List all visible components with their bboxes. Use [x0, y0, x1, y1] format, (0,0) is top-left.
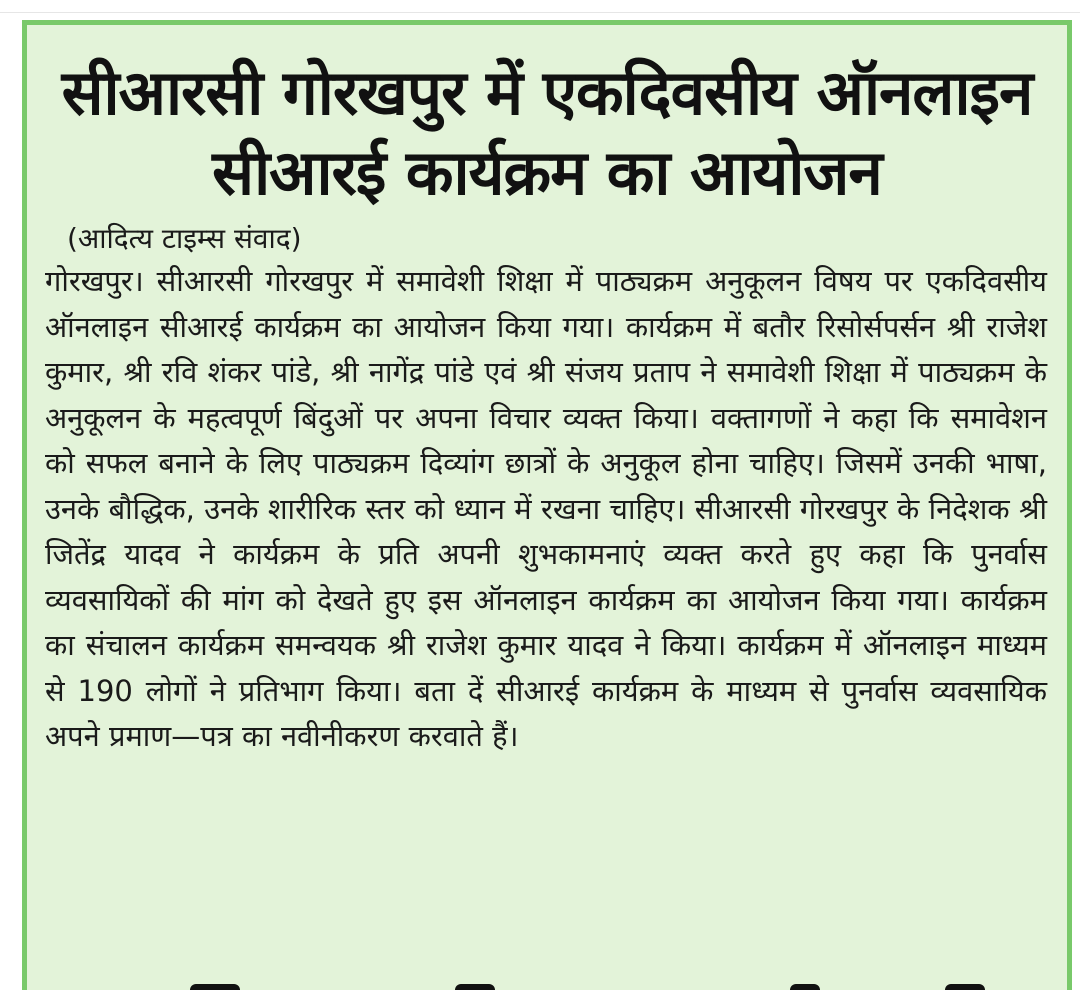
edge-mark [190, 984, 240, 990]
article-body: गोरखपुर। सीआरसी गोरखपुर में समावेशी शिक्षा में पाठ्यक्रम अनुकूलन विषय पर एकदिवसीय ऑनलाइन सीआरई कार्यक्रम का आयोजन किया गया। कार्यक्रम में बतौर रिसोर्सपर्सन श्री राजेश कुमार, श्री रवि शंकर पांडे, श्री नागेंद्र पांडे एवं श्री संजय प्रताप ने समावेशी शिक्षा में पाठ्यक्रम के अनुकूलन के महत्वपूर्ण बिंदुओं पर अपना विचार व्यक्त किया। वक्तागणों ने कहा कि समावेशन को सफल बनाने के लिए पाठ्यक्रम दिव्यांग छात्रों के अनुकूल होना चाहिए। जिसमें उनकी भाषा, उनके बौद्धिक, उनके शारीरिक स्तर को ध्यान में रखना चाहिए। सीआरसी गोरखपुर के निदेशक श्री जितेंद्र यादव ने कार्यक्रम के प्रति अपनी शुभकामनाएं व्यक्त करते हुए कहा कि पुनर्वास व्यवसायिकों की मांग को देखते हुए इस ऑनलाइन कार्यक्रम का आयोजन किया गया। कार्यक्रम का संचालन कार्यक्रम समन्वयक श्री राजेश कुमार यादव ने किया। कार्यक्रम में ऑनलाइन माध्यम से 190 लोगों ने प्रतिभाग किया। बता दें सीआरई कार्यक्रम के माध्यम से पुनर्वास व्यवसायिक अपने प्रमाण—पत्र का नवीनीकरण करवाते हैं। [45, 264, 1047, 753]
headline-line-1: सीआरसी गोरखपुर में एकदिवसीय ऑनलाइन [61, 56, 1033, 129]
previous-article-edge [0, 0, 1080, 13]
next-article-edge [0, 982, 1080, 990]
article-headline [43, 53, 1051, 213]
edge-mark [455, 984, 495, 990]
edge-mark [945, 984, 985, 990]
edge-mark [790, 984, 820, 990]
headline-line-2: सीआरई कार्यक्रम का आयोजन [212, 136, 882, 209]
article-box [22, 20, 1072, 990]
article-byline: (आदित्य टाइम्स संवाद) [67, 222, 302, 255]
